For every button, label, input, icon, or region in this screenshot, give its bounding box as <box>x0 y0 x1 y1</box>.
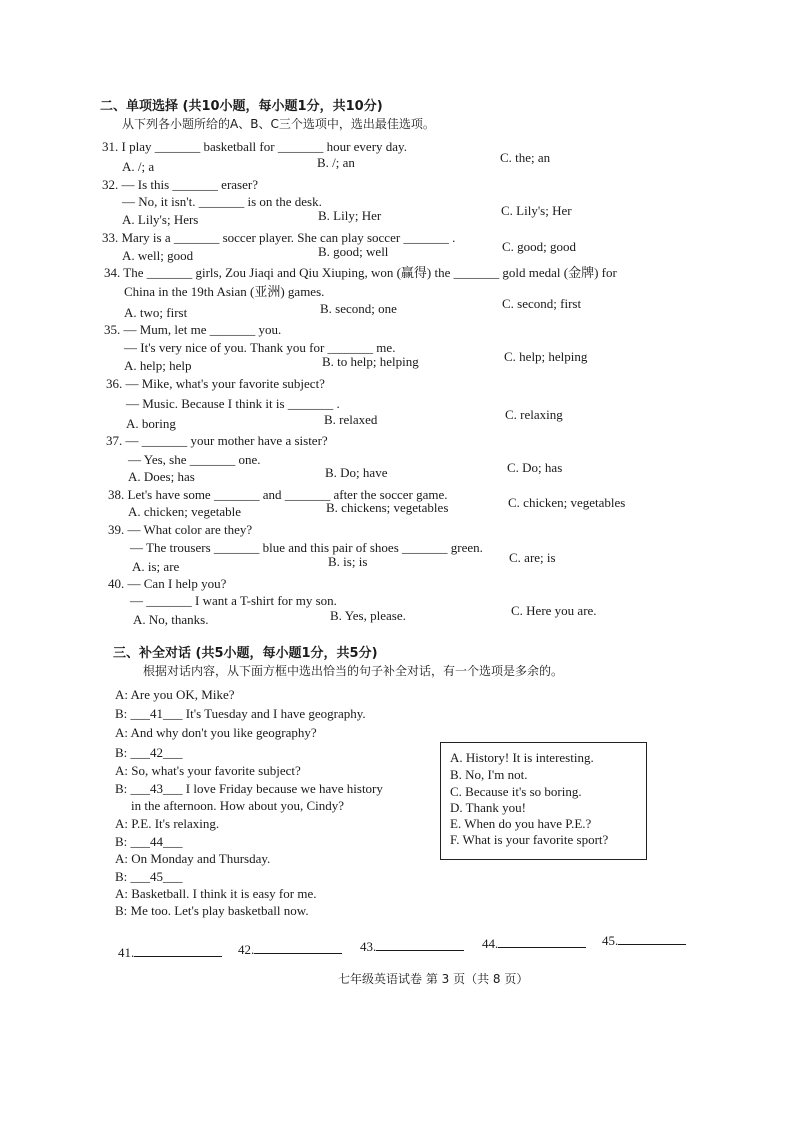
question-38-option-a: A. chicken; vegetable <box>128 504 241 519</box>
question-34-option-a: A. two; first <box>124 305 188 320</box>
question-36-option-c: C. relaxing <box>505 407 563 422</box>
option-e: E. When do you have P.E.? <box>450 816 592 831</box>
question-34-option-b: B. second; one <box>320 301 397 316</box>
question-31-option-a: A. /; a <box>122 159 155 174</box>
question-39-stem-line-2: — The trousers _______ blue and this pair of shoes _______ green. <box>130 540 483 555</box>
question-35-stem: 35. — Mum, let me _______ you. <box>104 322 282 337</box>
answer-blank-43[interactable] <box>360 938 464 954</box>
answer-blank-45[interactable] <box>602 932 686 948</box>
question-31-stem: 31. I play _______ basketball for _______ hour every day. <box>102 139 407 154</box>
question-35-stem-line-2: — It's very nice of you. Thank you for _______ me. <box>124 340 396 355</box>
page-footer: 七年级英语试卷 第 3 页（共 8 页） <box>338 972 529 986</box>
question-32-option-b: B. Lily; Her <box>318 208 382 223</box>
question-31-option-b: B. /; an <box>317 155 355 170</box>
dialogue-line-12: A: Basketball. I think it is easy for me. <box>115 886 317 901</box>
question-34-stem-line-2: China in the 19th Asian (亚洲) games. <box>124 284 325 299</box>
dialogue-line-5: A: So, what's your favorite subject? <box>115 763 301 778</box>
section-2-heading: 二、单项选择 (共10小题，每小题1分，共10分) <box>100 99 383 114</box>
dialogue-line-2: B: ___41___ It's Tuesday and I have geography. <box>115 706 366 721</box>
answer-blank-42[interactable] <box>238 941 342 957</box>
section-3-heading: 三、补全对话 (共5小题，每小题1分，共5分) <box>113 646 378 661</box>
question-35-option-c: C. help; helping <box>504 349 588 364</box>
question-39-option-c: C. are; is <box>509 550 556 565</box>
question-33-stem: 33. Mary is a _______ soccer player. She can play soccer _______ . <box>102 230 456 245</box>
question-34-option-c: C. second; first <box>502 296 582 311</box>
option-a: A. History! It is interesting. <box>450 750 594 765</box>
question-31-option-c: C. the; an <box>500 150 551 165</box>
question-40-option-a: A. No, thanks. <box>133 612 209 627</box>
answer-blank-42-label: 42. <box>238 942 255 957</box>
question-38-stem: 38. Let's have some _______ and _______ after the soccer game. <box>108 487 448 502</box>
question-38-option-b: B. chickens; vegetables <box>326 500 449 515</box>
option-d: D. Thank you! <box>450 800 526 815</box>
question-37-stem-line-2: — Yes, she _______ one. <box>128 452 261 467</box>
question-40-stem-line-2: — _______ I want a T-shirt for my son. <box>130 593 337 608</box>
question-32-stem-line-2: — No, it isn't. _______ is on the desk. <box>122 194 322 209</box>
dialogue-line-9: B: ___44___ <box>115 834 183 849</box>
dialogue-line-11: B: ___45___ <box>115 869 183 884</box>
dialogue-line-8: A: P.E. It's relaxing. <box>115 816 220 831</box>
section-3-instruction: 根据对话内容，从下面方框中选出恰当的句子补全对话，有一个选项是多余的。 <box>143 664 564 678</box>
question-40-option-b: B. Yes, please. <box>330 608 406 623</box>
section-2-instruction: 从下列各小题所给的A、B、C三个选项中，选出最佳选项。 <box>122 117 435 131</box>
answer-blank-41[interactable] <box>118 944 222 960</box>
answer-blank-44[interactable] <box>482 935 586 951</box>
dialogue-line-6: B: ___43___ I love Friday because we have history <box>115 781 383 796</box>
question-39-option-b: B. is; is <box>328 554 368 569</box>
answer-blank-45-label: 45. <box>602 933 619 948</box>
question-35-option-a: A. help; help <box>124 358 192 373</box>
question-35-option-b: B. to help; helping <box>322 354 419 369</box>
question-36-stem: 36. — Mike, what's your favorite subject? <box>106 376 325 391</box>
dialogue-line-3: A: And why don't you like geography? <box>115 725 317 740</box>
question-32-stem: 32. — Is this _______ eraser? <box>102 177 258 192</box>
question-32-option-a: A. Lily's; Hers <box>122 212 199 227</box>
question-37-stem: 37. — _______ your mother have a sister? <box>106 433 328 448</box>
answer-blank-43-label: 43. <box>360 939 377 954</box>
dialogue-line-1: A: Are you OK, Mike? <box>115 687 235 702</box>
options-box <box>440 742 647 860</box>
option-b: B. No, I'm not. <box>450 767 528 782</box>
question-40-stem: 40. — Can I help you? <box>108 576 227 591</box>
question-34-stem: 34. The _______ girls, Zou Jiaqi and Qiu Xiuping, won (赢得) the _______ gold medal (金牌) for <box>104 265 617 280</box>
answer-blank-41-label: 41. <box>118 945 135 960</box>
dialogue-line-13: B: Me too. Let's play basketball now. <box>115 903 309 918</box>
option-f: F. What is your favorite sport? <box>450 832 609 847</box>
question-39-stem: 39. — What color are they? <box>108 522 253 537</box>
question-39-option-a: A. is; are <box>132 559 180 574</box>
question-36-option-a: A. boring <box>126 416 176 431</box>
question-38-option-c: C. chicken; vegetables <box>508 495 626 510</box>
question-33-option-b: B. good; well <box>318 244 389 259</box>
option-c: C. Because it's so boring. <box>450 784 582 799</box>
dialogue-line-4: B: ___42___ <box>115 745 183 760</box>
question-36-option-b: B. relaxed <box>324 412 378 427</box>
dialogue-line-10: A: On Monday and Thursday. <box>115 851 271 866</box>
question-37-option-b: B. Do; have <box>325 465 388 480</box>
question-36-stem-line-2: — Music. Because I think it is _______ . <box>126 396 340 411</box>
dialogue-line-7: in the afternoon. How about you, Cindy? <box>131 798 345 813</box>
question-37-option-c: C. Do; has <box>507 460 563 475</box>
question-40-option-c: C. Here you are. <box>511 603 597 618</box>
question-33-option-c: C. good; good <box>502 239 577 254</box>
question-33-option-a: A. well; good <box>122 248 194 263</box>
answer-blank-44-label: 44. <box>482 936 499 951</box>
question-32-option-c: C. Lily's; Her <box>501 203 572 218</box>
question-37-option-a: A. Does; has <box>128 469 195 484</box>
